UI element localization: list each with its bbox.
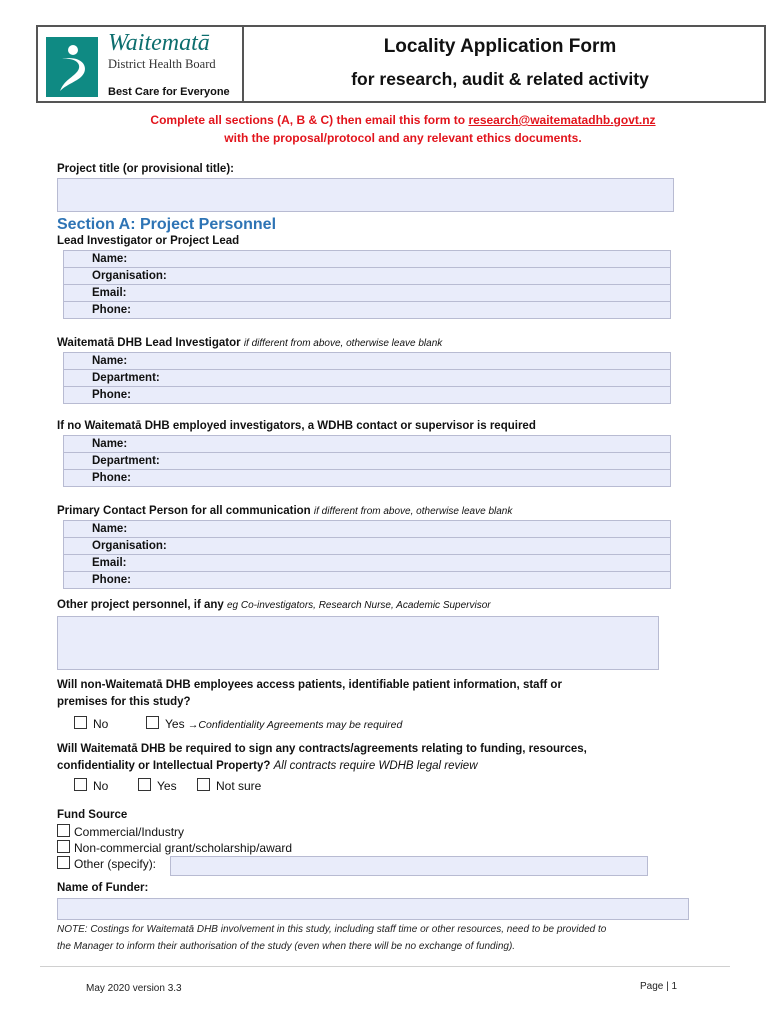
primary-contact-heading: [57, 505, 512, 517]
costings-note-line-2: the Manager to inform their authorisation of the study (even when there will be no exchange of funding).: [57, 941, 516, 952]
contracts-no-checkbox[interactable]: [74, 778, 87, 791]
header-divider: [242, 25, 244, 103]
contracts-unsure-checkbox[interactable]: [197, 778, 210, 791]
contracts-note: All contracts require WDHB legal review: [273, 760, 478, 772]
costings-note: [57, 921, 717, 955]
primary-email-field[interactable]: Email:: [64, 555, 671, 572]
contracts-no-label: No: [93, 779, 109, 793]
access-question-line-2: premises for this study?: [57, 696, 191, 708]
other-personnel-heading: [57, 599, 491, 611]
primary-contact-heading-text: Primary Contact Person for all communication: [57, 505, 311, 517]
access-yes-label: Yes: [165, 717, 185, 731]
costings-note-line-1: NOTE: Costings for Waitematā DHB involvement in this study, including staff time or other resources, need to be provided to: [57, 924, 607, 935]
lead-email-field[interactable]: Email:: [64, 285, 671, 302]
wdhb-lead-phone-field[interactable]: Phone:: [64, 387, 671, 404]
contracts-unsure-label: Not sure: [216, 779, 262, 793]
lead-investigator-heading: Lead Investigator or Project Lead: [57, 235, 240, 247]
lead-organisation-field[interactable]: Organisation:: [64, 268, 671, 285]
footer-page-number: Page | 1: [640, 981, 678, 992]
lead-investigator-table: [63, 250, 671, 319]
form-subtitle: for research, audit & related activity: [351, 69, 649, 89]
email-link[interactable]: research@waitematadhb.govt.nz: [468, 113, 656, 127]
contracts-question-text: confidentiality or Intellectual Property?: [57, 760, 271, 772]
fund-noncommercial-label: Non-commercial grant/scholarship/award: [74, 841, 293, 855]
notice-prefix: Complete all sections (A, B & C) then email this form to: [150, 113, 469, 127]
access-no-option[interactable]: [74, 716, 108, 731]
funder-input[interactable]: [57, 898, 689, 920]
funder-label: Name of Funder:: [57, 882, 149, 894]
primary-name-field[interactable]: Name:: [64, 521, 671, 538]
lead-phone-field[interactable]: Phone:: [64, 302, 671, 319]
other-personnel-heading-text: Other project personnel, if any: [57, 599, 224, 611]
form-title: Locality Application Form: [383, 36, 617, 57]
fund-other-input[interactable]: [170, 856, 648, 876]
contracts-question-line-2: [57, 760, 478, 772]
contracts-question-line-1: Will Waitematā DHB be required to sign any contracts/agreements relating to funding, resources,: [57, 743, 587, 755]
contracts-yes-label: Yes: [157, 779, 177, 793]
wdhb-lead-note: if different from above, otherwise leave blank: [243, 338, 443, 349]
fund-source-heading: Fund Source: [57, 809, 128, 821]
contracts-no-option[interactable]: [74, 778, 108, 793]
logo-tagline: Best Care for Everyone: [108, 86, 230, 98]
notice-line-2: with the proposal/protocol and any relevant ethics documents.: [224, 131, 582, 145]
wdhb-lead-department-field[interactable]: Department:: [64, 370, 671, 387]
wdhb-lead-heading-text: Waitematā DHB Lead Investigator: [57, 337, 241, 349]
contact-department-field[interactable]: Department:: [64, 453, 671, 470]
contact-name-field[interactable]: Name:: [64, 436, 671, 453]
wdhb-lead-name-field[interactable]: Name:: [64, 353, 671, 370]
primary-phone-field[interactable]: Phone:: [64, 572, 671, 589]
logo-name: Waitematā: [108, 30, 210, 56]
dhb-logo-icon: [46, 37, 98, 97]
fund-commercial-label: Commercial/Industry: [74, 825, 185, 839]
project-title-input[interactable]: [57, 178, 674, 212]
access-no-checkbox[interactable]: [74, 716, 87, 729]
wdhb-lead-table: [63, 352, 671, 404]
primary-contact-table: [63, 520, 671, 589]
footer-divider: [40, 966, 730, 967]
primary-contact-note: if different from above, otherwise leave blank: [313, 506, 513, 517]
contracts-yes-checkbox[interactable]: [138, 778, 151, 791]
wdhb-contact-table: [63, 435, 671, 487]
wdhb-lead-heading: [57, 337, 442, 349]
section-a-title: Section A: Project Personnel: [57, 216, 277, 233]
fund-noncommercial-option[interactable]: [57, 840, 292, 855]
access-yes-note: →Confidentiality Agreements may be required: [187, 719, 403, 731]
access-yes-option[interactable]: [146, 716, 402, 731]
fund-other-option[interactable]: [57, 856, 156, 871]
contact-phone-field[interactable]: Phone:: [64, 470, 671, 487]
fund-other-checkbox[interactable]: [57, 856, 70, 869]
other-personnel-input[interactable]: [57, 616, 659, 670]
footer-version: May 2020 version 3.3: [86, 983, 182, 994]
other-personnel-note: eg Co-investigators, Research Nurse, Academic Supervisor: [227, 600, 491, 611]
fund-commercial-option[interactable]: [57, 824, 184, 839]
primary-organisation-field[interactable]: Organisation:: [64, 538, 671, 555]
fund-noncommercial-checkbox[interactable]: [57, 840, 70, 853]
project-title-label: Project title (or provisional title):: [57, 163, 234, 175]
contracts-yes-option[interactable]: [138, 778, 177, 793]
contracts-unsure-option[interactable]: [197, 778, 261, 793]
fund-other-label: Other (specify):: [74, 857, 157, 871]
access-question-line-1: Will non-Waitematā DHB employees access patients, identifiable patient information, staff or: [57, 679, 562, 691]
lead-name-field[interactable]: Name:: [64, 251, 671, 268]
wdhb-contact-heading: If no Waitematā DHB employed investigators, a WDHB contact or supervisor is required: [57, 420, 536, 432]
access-no-label: No: [93, 717, 109, 731]
logo-subtitle: District Health Board: [108, 57, 216, 71]
notice-line-1: [40, 113, 766, 127]
fund-commercial-checkbox[interactable]: [57, 824, 70, 837]
access-yes-checkbox[interactable]: [146, 716, 159, 729]
